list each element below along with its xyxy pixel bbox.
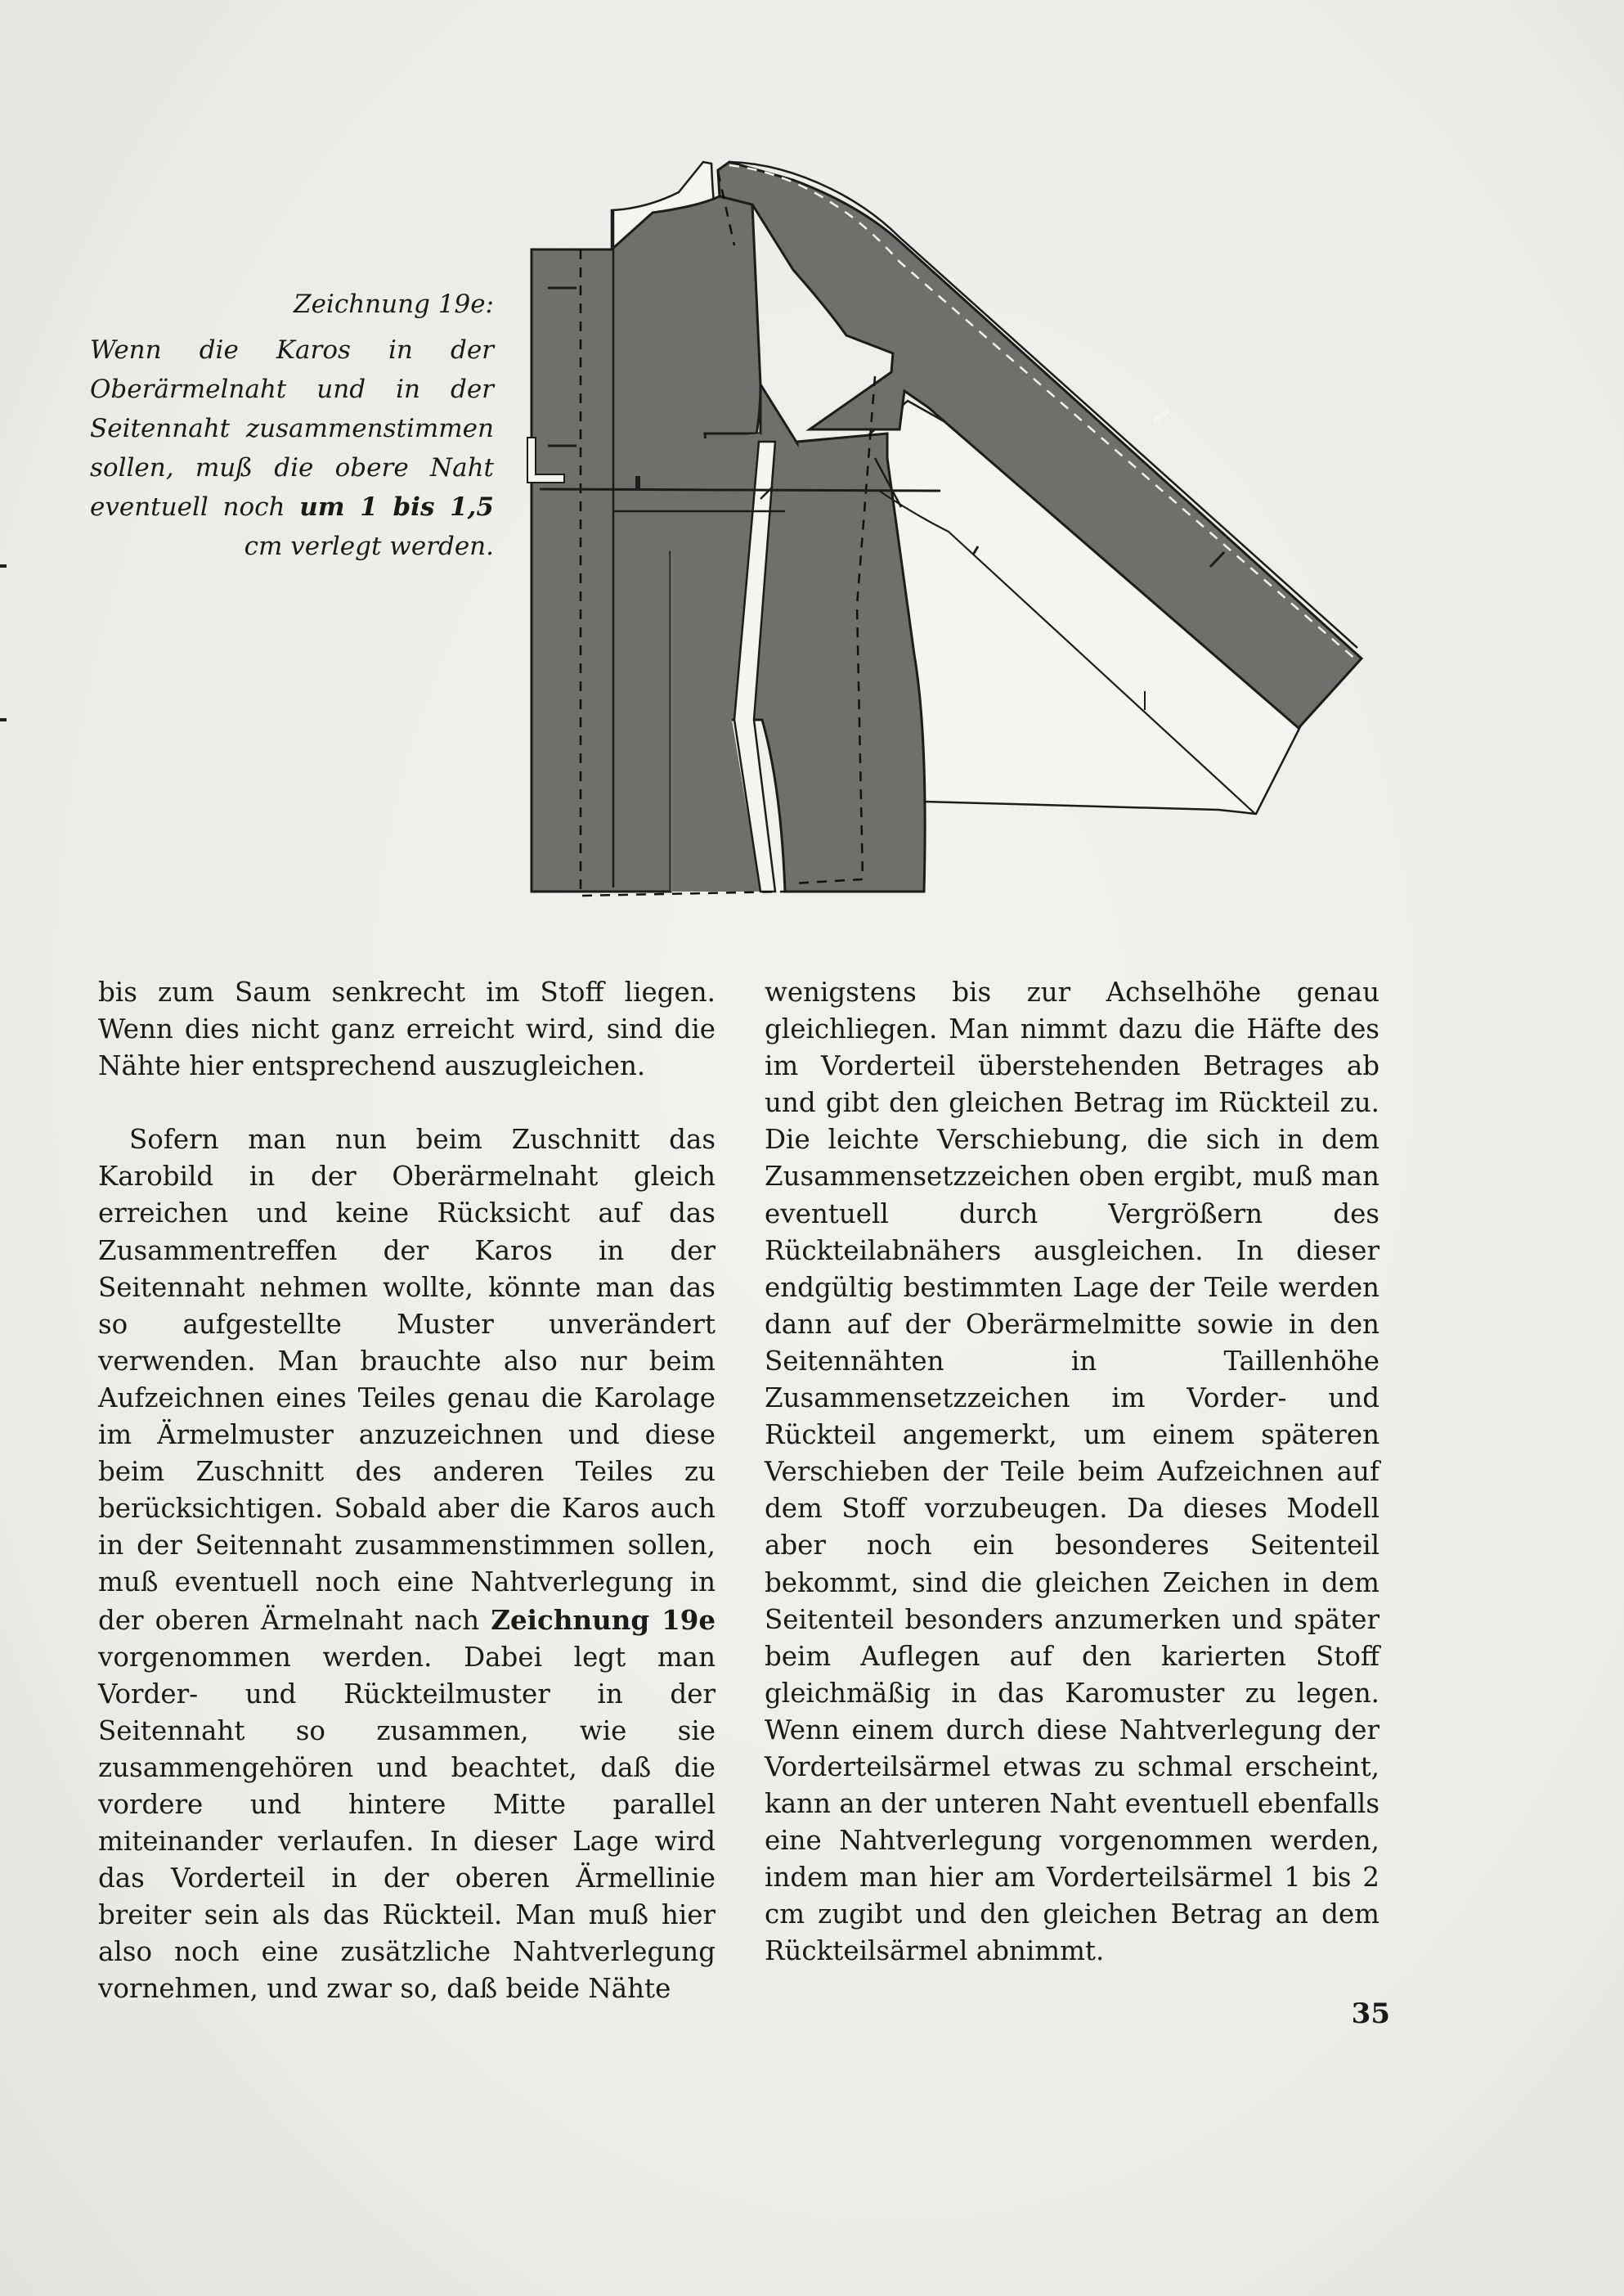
right-paragraph-1: wenigstens bis zur Achselhöhe genau gleichliegen. Man nimmt dazu die Häfte des im Vorderteil überstehenden Betrages ab und gibt den gleichen Betrag im Rückteil zu. Die leichte Verschiebung, die sich in dem Zusammensetzzeichen oben ergibt, muß man eventuell durch Vergrößern des Rückteilabnähers ausgleichen. In dieser endgültig bestimmten Lage der Teile werden dann auf der Oberärmelmitte sowie in den Seitennähten in Taillenhöhe Zusammensetzzeichen im Vorder- und Rückteil angemerkt, um einem späteren Verschieben der Teile beim Aufzeichnen auf dem Stoff vorzubeugen. Da dieses Modell aber noch ein besonderes Seitenteil bekommt, sind die gleichen Zeichen in dem Seitenteil besonders anzumerken und später beim Auflegen auf den karierten Stoff gleichmäßig in das Karomuster zu legen. Wenn einem durch diese Nahtverlegung der Vorderteilsärmel etwas zu schmal erscheint, kann an der unteren Naht eventuell ebenfalls eine Nahtverlegung vorgenommen werden, indem man hier am Vorderteilsärmel 1 bis 2 cm zugibt und den gleichen Betrag an dem Rückteilsärmel abnimmt.	[765, 977, 1380, 1967]
caption-emphasis: um 1 bis 1,5	[299, 492, 495, 522]
caption-text-1: Wenn die Karos in der Oberärmelnaht und in der Seitennaht zusammenstimmen sollen, muß die obere Naht eventuell noch	[90, 335, 494, 522]
margin-mark	[0, 564, 7, 568]
page-number: 35	[1351, 1997, 1390, 2030]
left-paragraph-2-text-b: vorgenommen werden. Dabei legt man Vorder- und Rückteilmuster in der Seitennaht so zusammen, wie sie zusammengehören und beachtet, daß die vordere und hintere Mitte parallel miteinander verlaufen. In dieser Lage wird das Vorderteil in der oberen Ärmellinie breiter sein als das Rückteil. Man muß hier also noch eine zusätzliche Nahtverlegung vornehmen, und zwar so, daß beide Nähte	[98, 1641, 716, 2005]
figure-reference: Zeichnung 19e	[491, 1603, 716, 1636]
pattern-drawing-svg	[515, 147, 1374, 924]
left-paragraph-2-text-a: Sofern man nun beim Zuschnitt das Karobild in der Oberärmelnaht gleich erreichen und keine Rücksicht auf das Zusammentreffen der Karos in der Seitennaht nehmen wollte, könnte man das so aufgestellte Muster unverändert verwenden. Man brauchte also nur beim Aufzeichnen eines Teiles genau die Karolage im Ärmelmuster anzuzeichnen und diese beim Zuschnitt des anderen Teiles zu berücksichtigen. Sobald aber die Karos auch in der Seitennaht zusammenstimmen sollen, muß eventuell noch eine Nahtverlegung in der oberen Ärmelnaht nach	[98, 1124, 716, 1636]
text-column-left	[98, 974, 716, 2008]
pattern-drawing-19e	[515, 147, 1374, 924]
figure-caption	[90, 285, 494, 566]
left-paragraph-1: bis zum Saum senkrecht im Stoff liegen. Wenn dies nicht ganz erreicht wird, sind die Nähte hier entsprechend auszugleichen.	[98, 977, 716, 1082]
left-paragraph-2	[98, 1121, 716, 2007]
caption-text-2: cm verlegt werden.	[244, 532, 494, 561]
caption-body	[90, 330, 494, 566]
caption-title: Zeichnung 19e:	[294, 290, 494, 319]
text-column-right	[765, 974, 1380, 1970]
margin-mark	[0, 718, 7, 721]
